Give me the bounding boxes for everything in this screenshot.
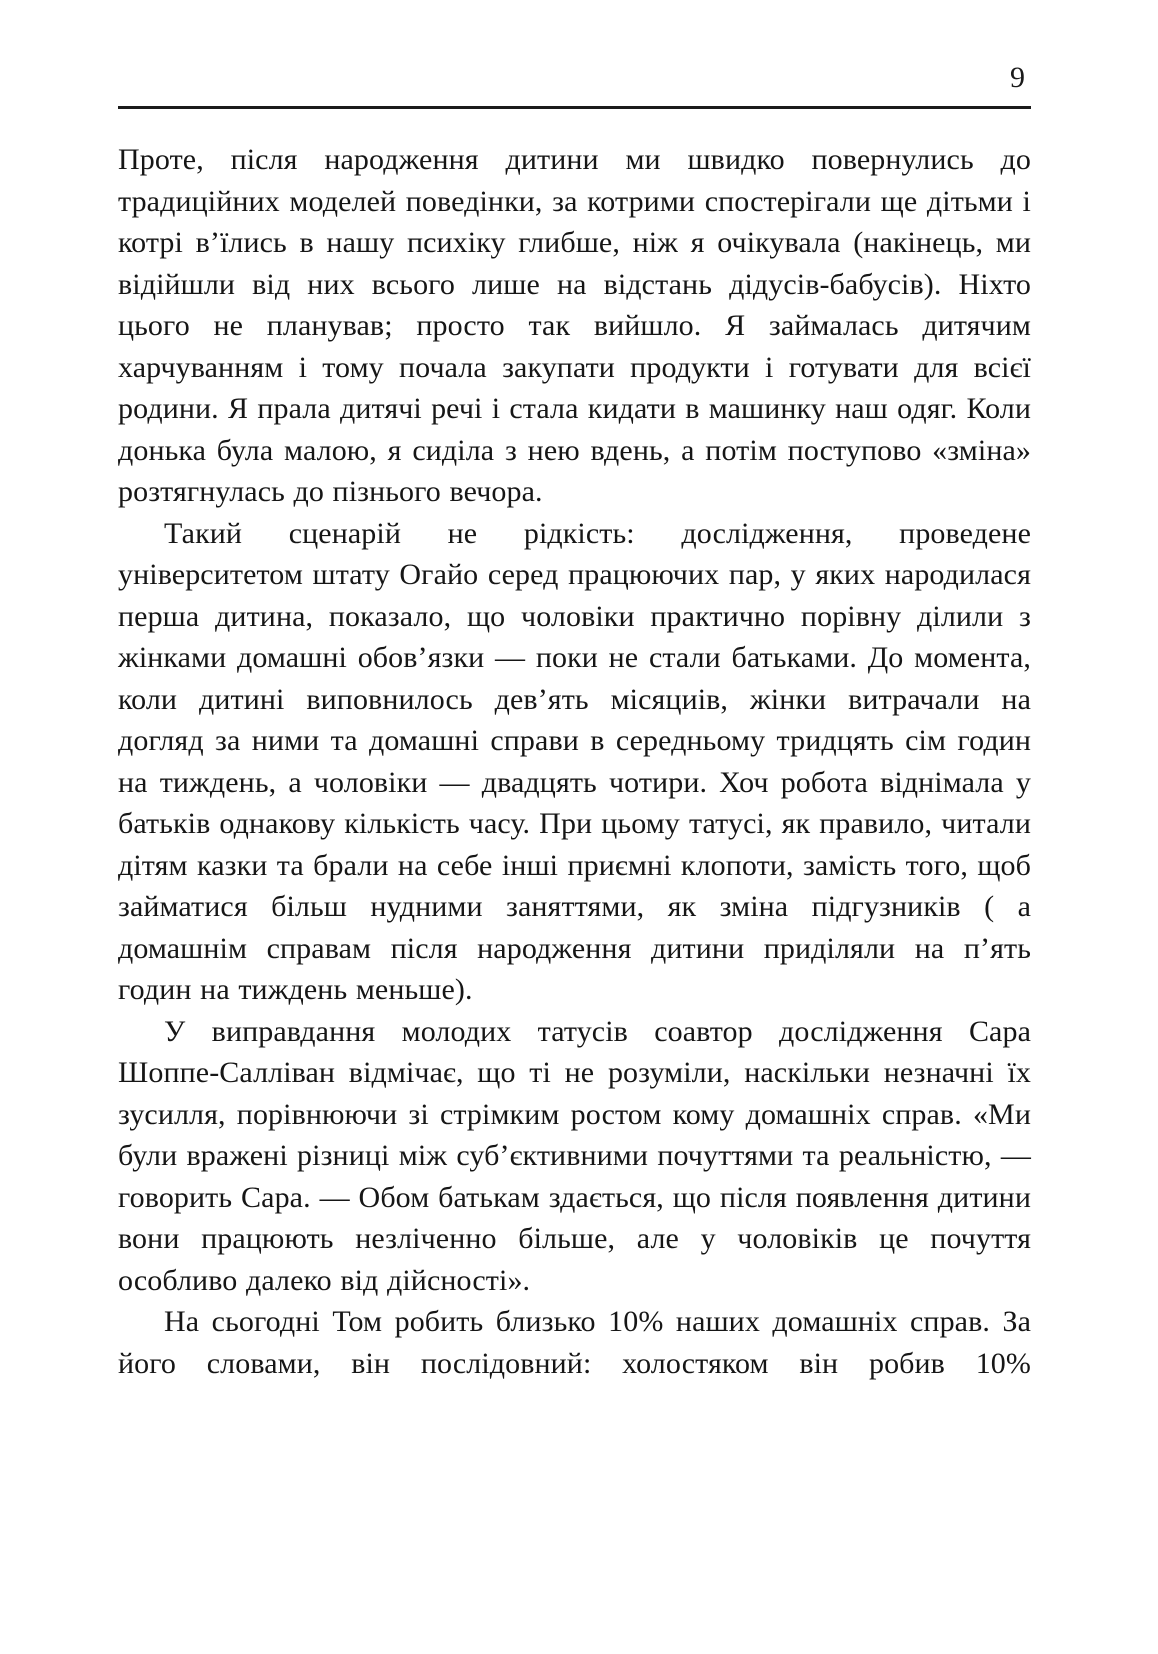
- page-number: 9: [1010, 61, 1025, 94]
- body-text: [118, 139, 1031, 1384]
- paragraph: Такий сценарій не рідкість: дослідження, проведене університетом штату Огайо серед працюючих пар, у яких народилася перша дитина, показало, що чоловіки практично порівну ділили з жінками домашні обов’язки — поки не стали батьками. До момента, коли дитині виповнилось дев’ять місяциів, жінки витрачали на догляд за ними та домашні справи в середньому тридцять сім годин на тиждень, а чоловіки — двадцять чотири. Хоч робота віднімала у батьків однакову кількість часу. При цьому татусі, як правило, читали дітям казки та брали на себе інші приємні клопоти, замість того, щоб займатися більш нудними заняттями, як зміна підгузників ( а домашнім справам після народження дитини приділяли на п’ять годин на тиждень меньше).: [118, 516, 1031, 1006]
- header-rule: [118, 106, 1031, 109]
- paragraph: У виправдання молодих татусів соавтор дослідження Сара Шоппе-Салліван відмічає, що ті не розуміли, наскільки незначні їх зусилля, порівнюючи зі стрімким ростом кому домашніх справ. «Ми були вражені різниці між суб’єктивними почуттями та реальністю, — говорить Сара. — Обом батькам здається, що після появлення дитини вони працюють незліченно більше, але у чоловіків це почуття особливо далеко від дійсності».: [118, 1014, 1031, 1297]
- paragraph: На сьогодні Том робить близько 10% наших домашніх справ. За його словами, він послідовний: холостяком він робив 10%: [118, 1305, 1031, 1380]
- page-header: [118, 62, 1031, 109]
- paragraph: Проте, після народження дитини ми швидко повернулись до традиційних моделей поведінки, за котрими спостерігали ще дітьми і котрі в’їлись в нашу психіку глибше, ніж я очікувала (накінець, ми відійшли від них всього лише на відстань дідусів-бабусів). Ніхто цього не планував; просто так вийшло. Я займалась дитячим харчуванням і тому почала закупати продукти і готувати для всієї родини. Я прала дитячі речі і стала кидати в машинку наш одяг. Коли донька була малою, я сиділа з нею вдень, а потім поступово «зміна» розтягнулась до пізнього вечора.: [118, 143, 1031, 508]
